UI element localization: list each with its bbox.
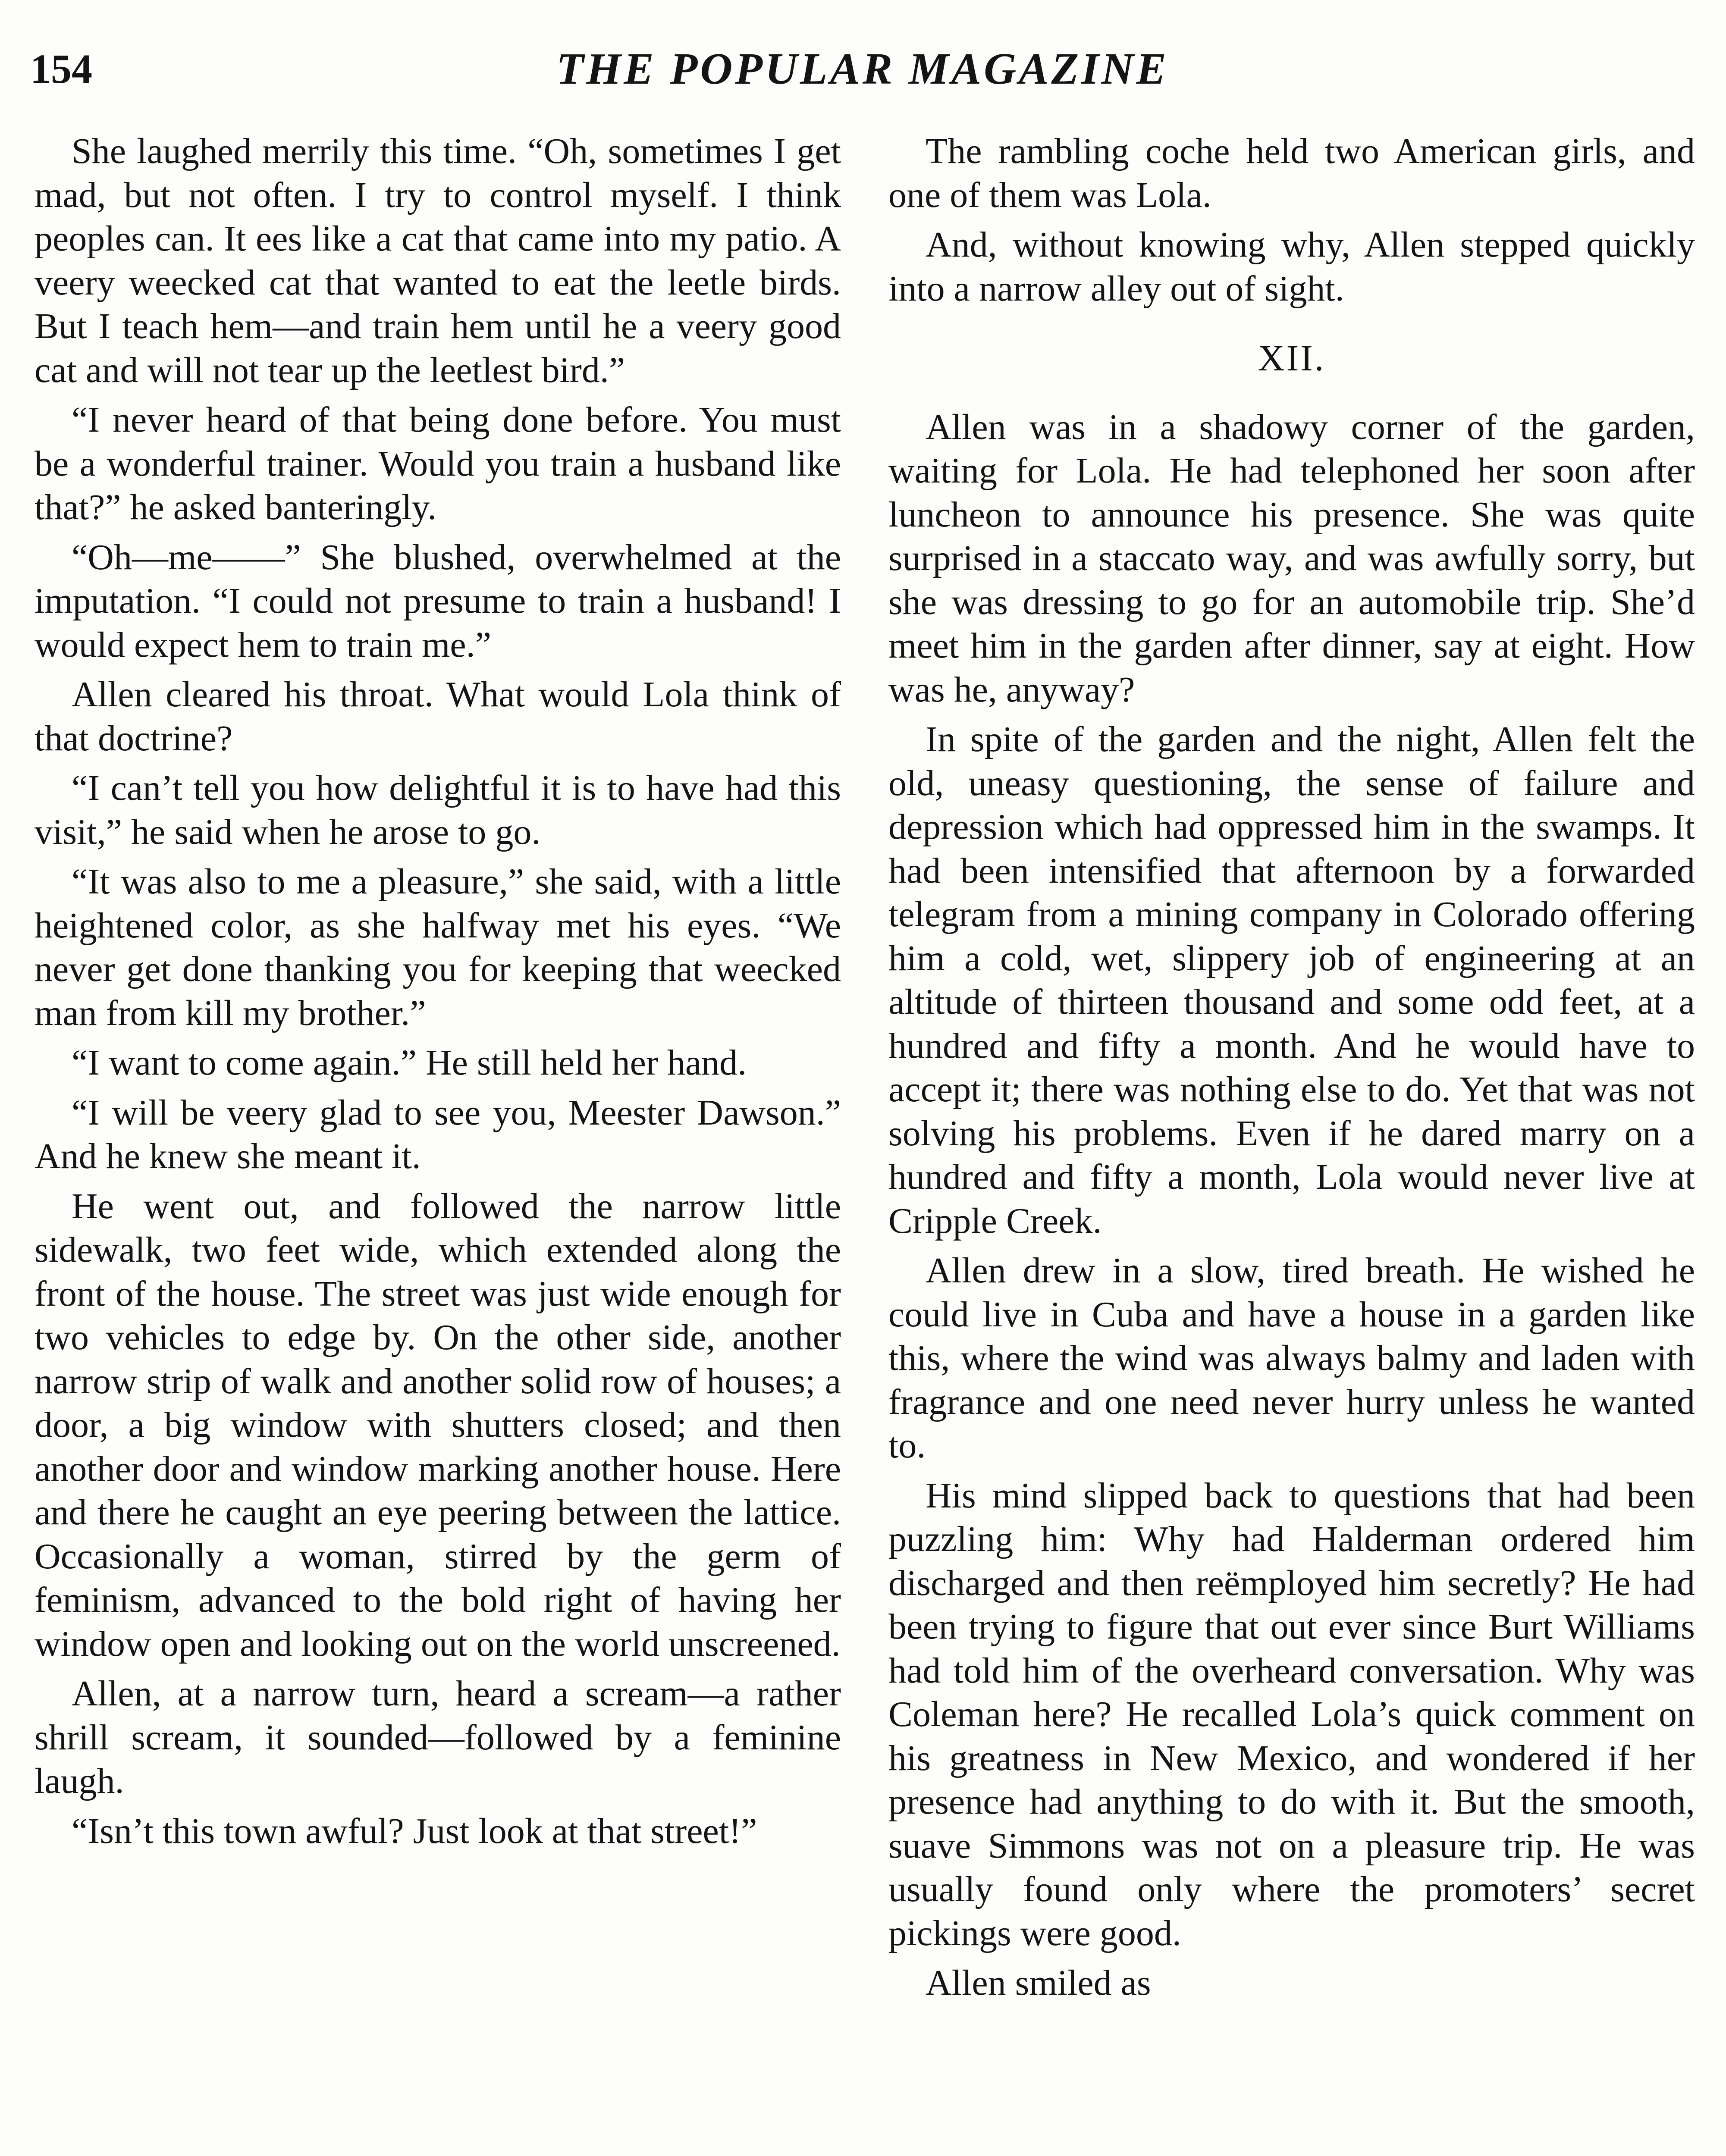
paragraph: Allen was in a shadowy corner of the garden, waiting for Lola. He had telephoned her soon after luncheon to announce his presence. She was quite surprised in a staccato way, and was awfully sorry, but she was dressing to go for an automobile trip. She’d meet him in the garden after dinner, say at eight. How was he, anyway?	[888, 407, 1695, 710]
paragraph: “I never heard of that being done before. You must be a wonderful trainer. Would you train a husband like that?” he asked banteringly.	[35, 400, 841, 527]
magazine-title: THE POPULAR MAGAZINE	[556, 44, 1169, 94]
paragraph: She laughed merrily this time. “Oh, sometimes I get mad, but not often. I try to control myself. I think peoples can. It ees like a cat that came into my patio. A veery weecked cat that wanted to eat the leetle birds. But I teach hem—and train hem until he a veery good cat and will not tear up the leetlest bird.”	[35, 131, 841, 390]
page-header	[30, 41, 1695, 97]
paragraph: In spite of the garden and the night, Allen felt the old, uneasy questioning, the sense of failure and depression which had oppressed him in the swamps. It had been intensified that afternoon by a forwarded telegram from a mining company in Colorado offering him a cold, wet, slippery job of engineering at an altitude of thirteen thousand and some odd feet, at a hundred and fifty a month. And he would have to accept it; there was nothing else to do. Yet that was not solving his problems. Even if he dared marry on a hundred and fifty a month, Lola would never live at Cripple Creek.	[888, 719, 1695, 1241]
paragraph: “I want to come again.” He still held her hand.	[72, 1043, 747, 1083]
paragraph: “I can’t tell you how delightful it is to have had this visit,” he said when he arose to go.	[35, 768, 841, 852]
right-column	[888, 129, 1695, 2011]
paragraph: Allen cleared his throat. What would Lola think of that doctrine?	[35, 674, 841, 758]
paragraph: “Isn’t this town awful? Just look at that street!”	[72, 1811, 757, 1851]
paragraph: “Oh—me——” She blushed, overwhelmed at the imputation. “I could not presume to train a husband! I would expect hem to train me.”	[35, 537, 841, 665]
chapter-heading: XII.	[1258, 337, 1326, 379]
paragraph: His mind slipped back to questions that had been puzzling him: Why had Halderman ordered him discharged and then reëmployed him secretly? He had been trying to figure that out ever since Burt Williams had told him of the overheard conversation. Why was Coleman here? He recalled Lola’s quick comment on his greatness in New Mexico, and wondered if her presence had anything to do with it. But the smooth, suave Simmons was not on a pleasure trip. He was usually found only where the promoters’ secret pickings were good.	[888, 1475, 1695, 1953]
paragraph: Allen, at a narrow turn, heard a scream—a rather shrill scream, it sounded—followed by a feminine laugh.	[35, 1673, 841, 1801]
page-number: 154	[30, 46, 92, 92]
paragraph: “It was also to me a pleasure,” she said, with a little heightened color, as she halfway met his eyes. “We never get done thanking you for keeping that weecked man from kill my brother.”	[35, 862, 841, 1033]
paragraph: Allen drew in a slow, tired breath. He wished he could live in Cuba and have a house in a garden like this, where the wind was always balmy and laden with fragrance and one need never hurry unless he wanted to.	[888, 1250, 1695, 1466]
paragraph: He went out, and followed the narrow little sidewalk, two feet wide, which extended along the front of the house. The street was just wide enough for two vehicles to edge by. On the other side, another narrow strip of walk and another solid row of houses; a door, a big window with shutters closed; and then another door and window marking another house. Here and there he caught an eye peering between the lattice. Occasionally a woman, stirred by the germ of feminism, advanced to the bold right of having her window open and looking out on the world unscreened.	[35, 1186, 841, 1664]
paragraph: And, without knowing why, Allen stepped quickly into a narrow alley out of sight.	[888, 225, 1695, 309]
paragraph: Allen smiled as	[926, 1963, 1151, 2003]
paragraph: “I will be veery glad to see you, Meester Dawson.” And he knew she meant it.	[35, 1092, 841, 1176]
paragraph: The rambling coche held two American girls, and one of them was Lola.	[888, 131, 1695, 215]
left-column	[35, 129, 841, 1859]
